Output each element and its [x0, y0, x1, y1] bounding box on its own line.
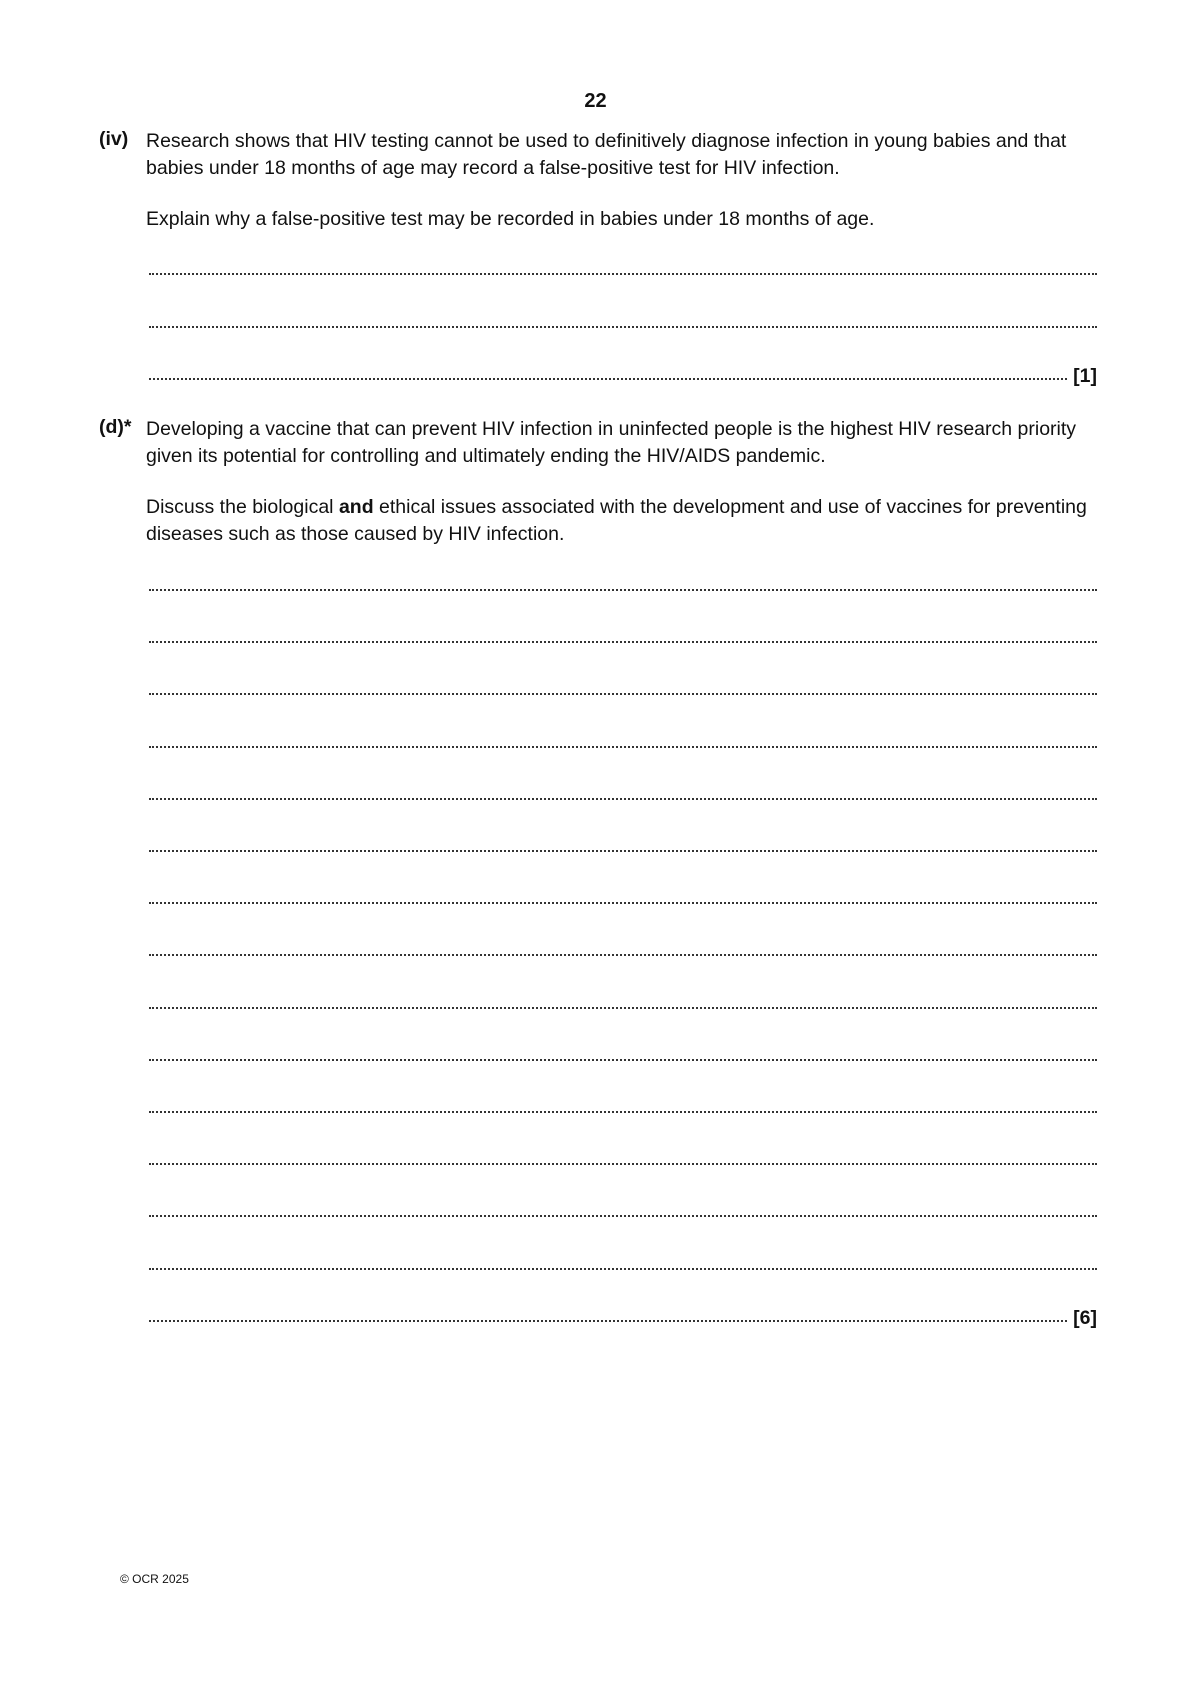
answer-line[interactable]	[149, 746, 1097, 748]
question-d-label: (d)*	[99, 416, 132, 438]
question-iv-label: (iv)	[99, 128, 129, 150]
question-iv-stem: Research shows that HIV testing cannot be used to definitively diagnose infection in young babies and that babies under 18 months of age may record a false-positive test for HIV infection.	[146, 130, 1067, 179]
answer-line[interactable]	[149, 798, 1097, 800]
answer-line[interactable]	[149, 1215, 1097, 1217]
answer-line[interactable]	[149, 378, 1067, 380]
page-number: 22	[584, 90, 607, 112]
copyright-footer: © OCR 2025	[120, 1572, 189, 1586]
question-d-marks: [6]	[1073, 1307, 1097, 1329]
answer-line[interactable]	[149, 1268, 1097, 1270]
answer-line[interactable]	[149, 1059, 1097, 1061]
answer-line[interactable]	[149, 1007, 1097, 1009]
question-d-instruction	[146, 494, 1106, 547]
answer-line[interactable]	[149, 850, 1097, 852]
answer-line[interactable]	[149, 954, 1097, 956]
answer-line[interactable]	[149, 641, 1097, 643]
answer-line[interactable]	[149, 273, 1097, 275]
answer-line[interactable]	[149, 589, 1097, 591]
question-d-stem: Developing a vaccine that can prevent HIV infection in uninfected people is the highest HIV research priority given its potential for controlling and ultimately ending the HIV/AIDS pandemic.	[146, 418, 1077, 467]
answer-line[interactable]	[149, 1163, 1097, 1165]
answer-line[interactable]	[149, 693, 1097, 695]
answer-line[interactable]	[149, 326, 1097, 328]
answer-line[interactable]	[149, 902, 1097, 904]
instruction-pre: Discuss the biological	[146, 496, 339, 518]
answer-line[interactable]	[149, 1320, 1067, 1322]
instruction-post: ethical issues associated with the development and use of vaccines for preventing diseases such as those caused by HIV infection.	[146, 496, 1087, 545]
question-iv-instruction: Explain why a false-positive test may be recorded in babies under 18 months of age.	[146, 208, 875, 230]
instruction-bold: and	[338, 496, 374, 518]
answer-line[interactable]	[149, 1111, 1097, 1113]
question-iv-marks: [1]	[1073, 365, 1097, 387]
